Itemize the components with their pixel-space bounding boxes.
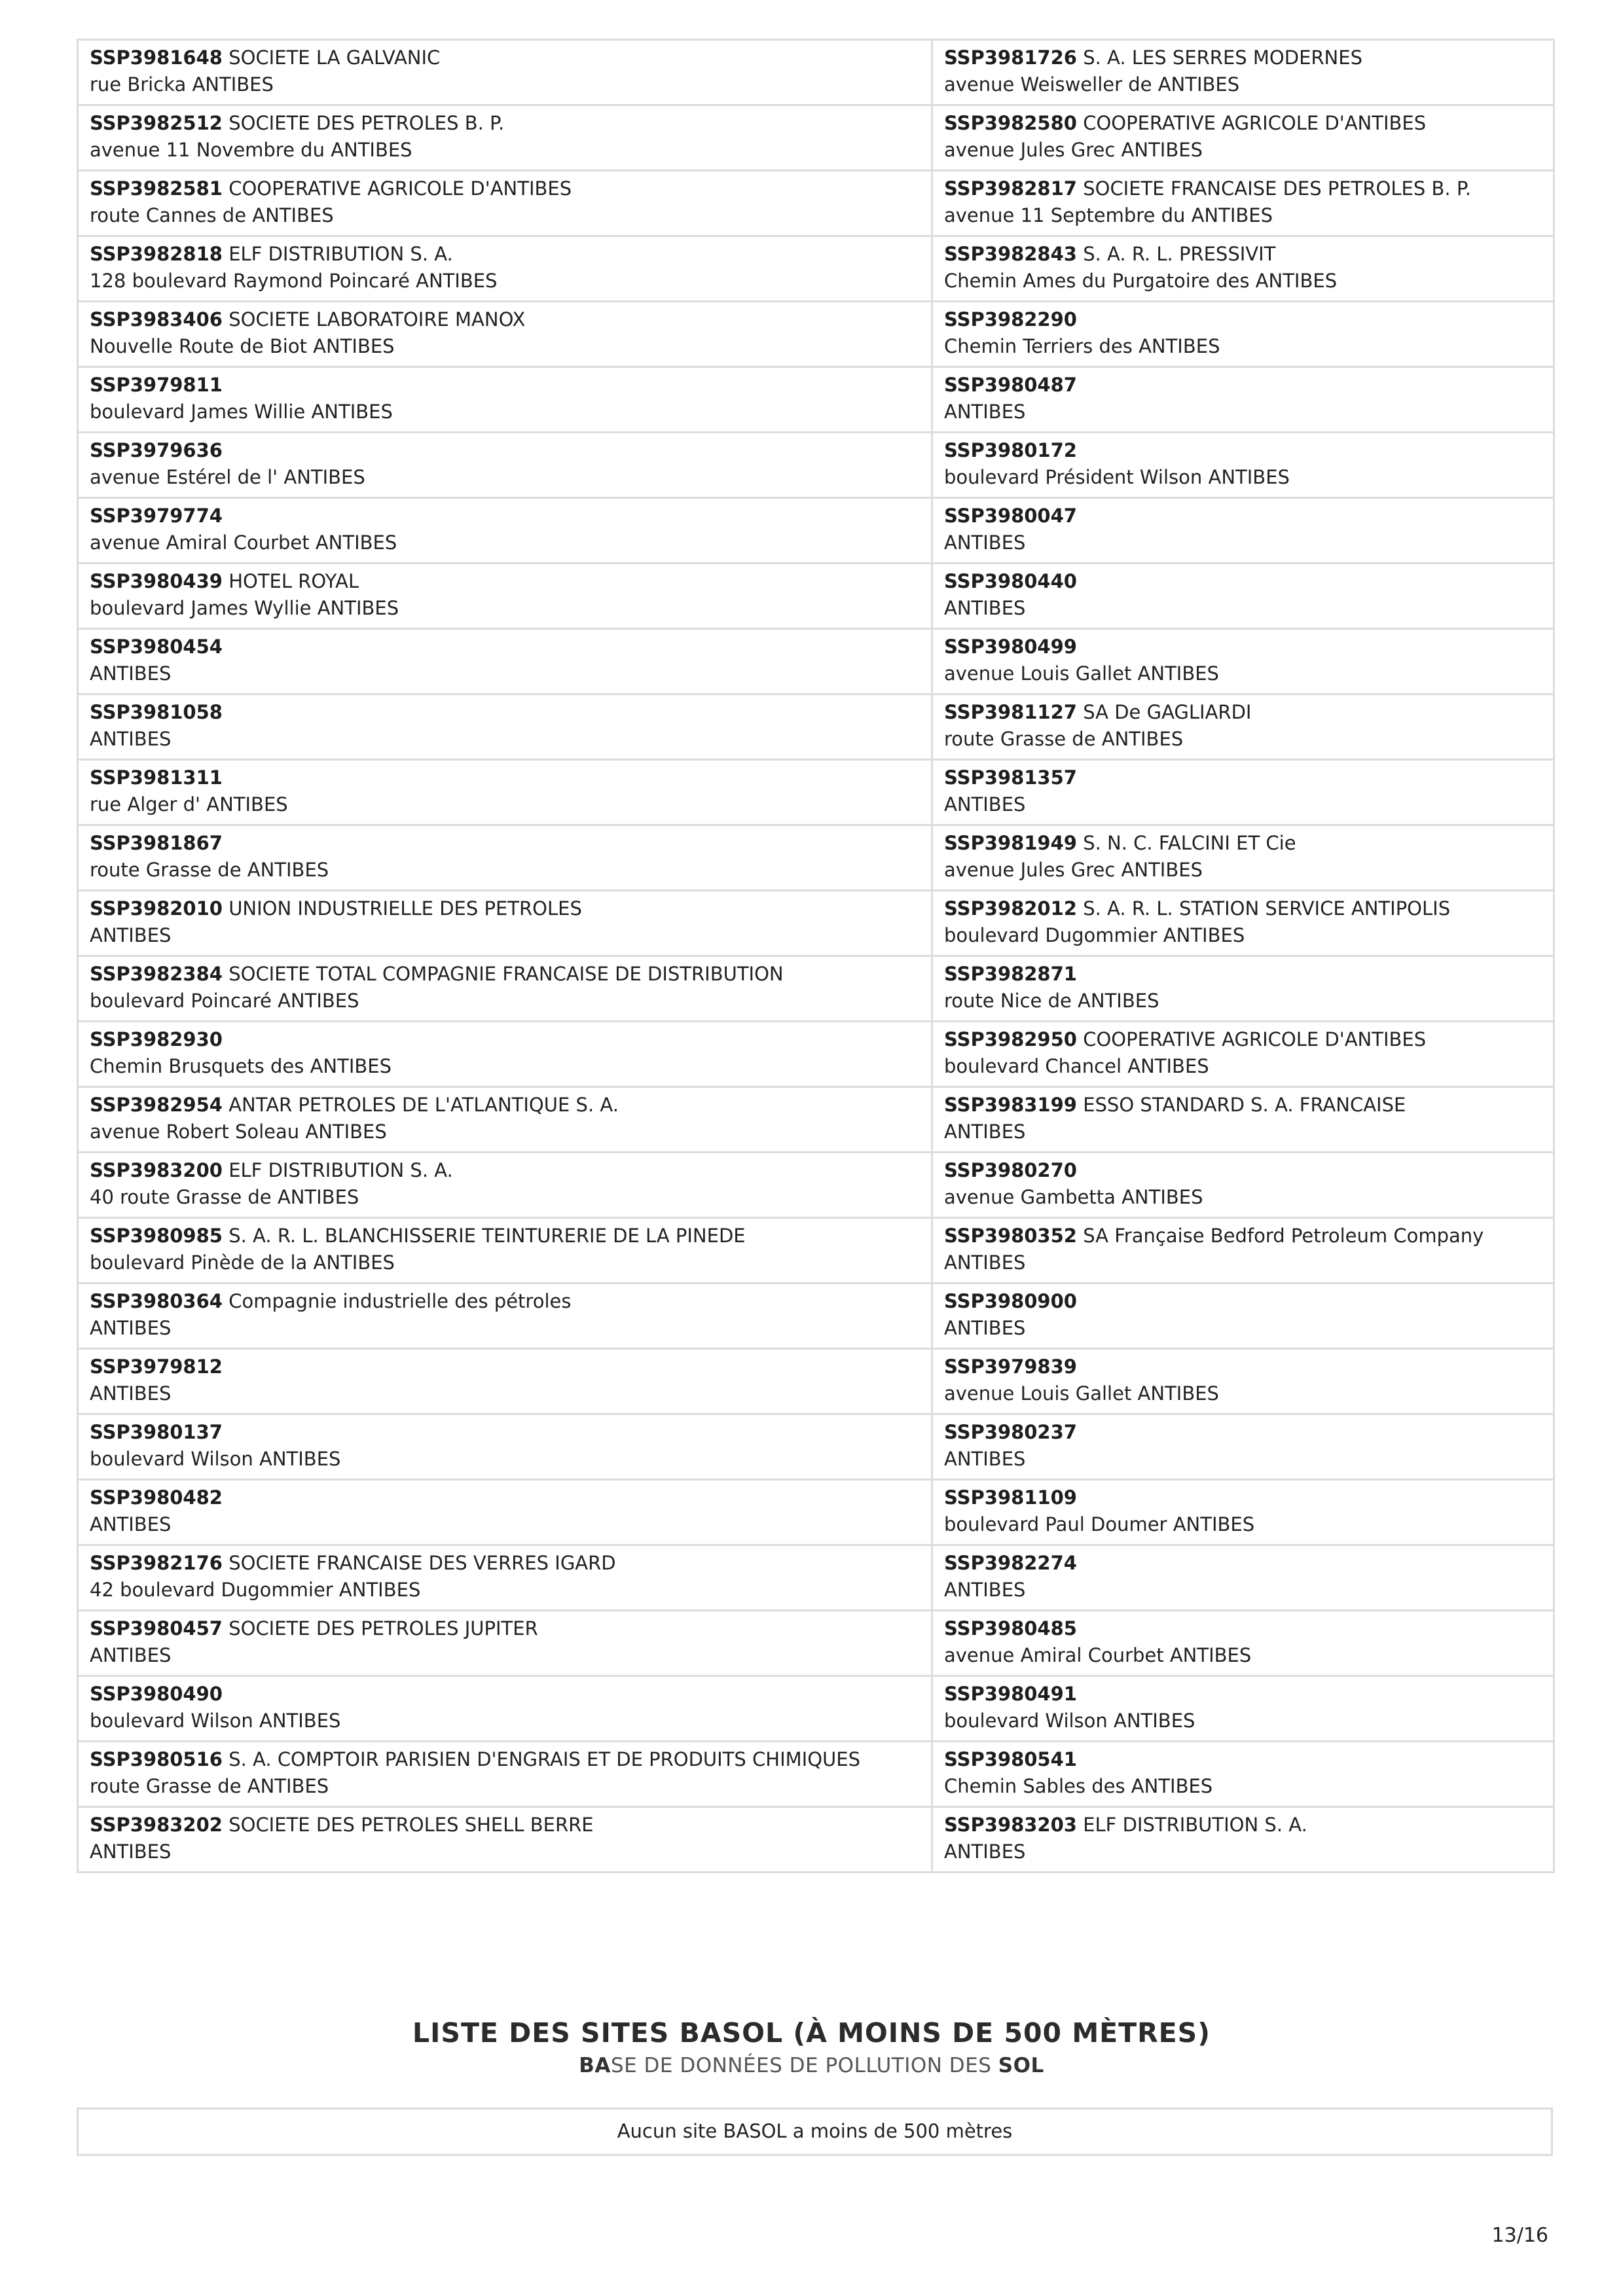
site-address: 128 boulevard Raymond Poincaré ANTIBES xyxy=(90,270,498,292)
site-cell xyxy=(932,629,1554,694)
site-code: SSP3981058 xyxy=(90,701,223,723)
site-header-line xyxy=(944,306,1542,333)
site-code: SSP3980499 xyxy=(944,636,1077,658)
site-address: route Grasse de ANTIBES xyxy=(90,859,329,881)
site-code: SSP3982010 xyxy=(90,897,223,920)
site-header-line xyxy=(944,241,1542,268)
site-header-line xyxy=(944,372,1542,399)
site-address: ANTIBES xyxy=(90,1382,172,1405)
site-cell xyxy=(932,302,1554,367)
site-cell xyxy=(78,1742,932,1807)
site-code: SSP3983203 xyxy=(944,1814,1077,1836)
table-row xyxy=(78,825,1554,891)
site-name: COOPERATIVE AGRICOLE D'ANTIBES xyxy=(1083,1028,1427,1050)
site-code: SSP3979811 xyxy=(90,374,223,396)
site-header-line xyxy=(90,110,920,137)
site-code: SSP3980237 xyxy=(944,1421,1077,1443)
site-header-line xyxy=(90,699,920,726)
site-address: ANTIBES xyxy=(90,662,172,685)
site-cell xyxy=(78,891,932,956)
site-cell xyxy=(932,1022,1554,1087)
table-row xyxy=(78,1349,1554,1414)
site-code: SSP3980172 xyxy=(944,439,1077,461)
site-header-line xyxy=(944,110,1542,137)
site-header-line xyxy=(90,1026,920,1053)
site-address: avenue Robert Soleau ANTIBES xyxy=(90,1121,387,1143)
site-code: SSP3982384 xyxy=(90,963,223,985)
subtitle-middle: SE DE DONNÉES DE POLLUTION DES xyxy=(610,2054,998,2077)
site-address: ANTIBES xyxy=(944,531,1026,554)
site-code: SSP3983199 xyxy=(944,1094,1077,1116)
site-header-line xyxy=(90,306,920,333)
site-header-line xyxy=(90,1223,920,1249)
table-row xyxy=(78,105,1554,171)
site-address: avenue Weisweller de ANTIBES xyxy=(944,73,1240,96)
site-address: ANTIBES xyxy=(944,1317,1026,1339)
site-address: avenue 11 Novembre du ANTIBES xyxy=(90,139,412,161)
site-header-line xyxy=(944,699,1542,726)
table-row xyxy=(78,1087,1554,1153)
site-cell xyxy=(78,564,932,629)
site-address: boulevard Wilson ANTIBES xyxy=(90,1710,341,1732)
site-code: SSP3981127 xyxy=(944,701,1077,723)
site-code: SSP3979636 xyxy=(90,439,223,461)
site-cell xyxy=(78,1414,932,1480)
site-header-line xyxy=(944,961,1542,988)
site-cell xyxy=(932,105,1554,171)
site-header-line xyxy=(944,634,1542,660)
site-cell xyxy=(932,1545,1554,1611)
site-name: SOCIETE FRANCAISE DES PETROLES B. P. xyxy=(1083,177,1472,200)
site-address: boulevard James Willie ANTIBES xyxy=(90,401,393,423)
site-header-line xyxy=(944,1550,1542,1577)
site-cell xyxy=(78,956,932,1022)
table-row xyxy=(78,1611,1554,1676)
site-header-line xyxy=(944,764,1542,791)
site-address: boulevard Poincaré ANTIBES xyxy=(90,990,359,1012)
site-header-line xyxy=(90,1419,920,1446)
site-name: SOCIETE LA GALVANIC xyxy=(228,46,441,69)
site-name: SOCIETE FRANCAISE DES VERRES IGARD xyxy=(228,1552,616,1574)
site-header-line xyxy=(944,1681,1542,1708)
site-header-line xyxy=(944,1092,1542,1119)
site-cell xyxy=(932,825,1554,891)
site-header-line xyxy=(944,1812,1542,1839)
table-row xyxy=(78,1283,1554,1349)
site-cell xyxy=(78,433,932,498)
site-name: ESSO STANDARD S. A. FRANCAISE xyxy=(1083,1094,1406,1116)
site-address: avenue Jules Grec ANTIBES xyxy=(944,859,1203,881)
table-row xyxy=(78,1742,1554,1807)
site-address: route Cannes de ANTIBES xyxy=(90,204,334,226)
site-header-line xyxy=(90,1615,920,1642)
site-cell xyxy=(932,1807,1554,1873)
site-code: SSP3981867 xyxy=(90,832,223,854)
site-cell xyxy=(932,236,1554,302)
site-code: SSP3981357 xyxy=(944,766,1077,789)
site-header-line xyxy=(944,175,1542,202)
site-header-line xyxy=(944,1157,1542,1184)
table-row xyxy=(78,367,1554,433)
site-cell xyxy=(78,236,932,302)
site-name: S. A. R. L. PRESSIVIT xyxy=(1083,243,1276,265)
site-name: ELF DISTRIBUTION S. A. xyxy=(228,243,453,265)
site-code: SSP3982274 xyxy=(944,1552,1077,1574)
sites-table-body xyxy=(78,40,1554,1873)
site-header-line xyxy=(90,1812,920,1839)
site-address: Chemin Brusquets des ANTIBES xyxy=(90,1055,392,1077)
site-address: boulevard Pinède de la ANTIBES xyxy=(90,1251,395,1274)
site-code: SSP3980516 xyxy=(90,1748,223,1770)
site-cell xyxy=(78,40,932,105)
site-header-line xyxy=(90,1092,920,1119)
site-address: rue Alger d' ANTIBES xyxy=(90,793,288,816)
site-address: Chemin Sables des ANTIBES xyxy=(944,1775,1213,1797)
site-name: S. A. COMPTOIR PARISIEN D'ENGRAIS ET DE PRODUITS CHIMIQUES xyxy=(228,1748,861,1770)
site-header-line xyxy=(90,1681,920,1708)
site-address: route Grasse de ANTIBES xyxy=(90,1775,329,1797)
site-address: avenue Amiral Courbet ANTIBES xyxy=(944,1644,1252,1666)
site-name: ELF DISTRIBUTION S. A. xyxy=(228,1159,453,1181)
site-name: Compagnie industrielle des pétroles xyxy=(228,1290,572,1312)
site-cell xyxy=(78,1283,932,1349)
site-code: SSP3980491 xyxy=(944,1683,1077,1705)
site-cell xyxy=(78,1153,932,1218)
site-name: UNION INDUSTRIELLE DES PETROLES xyxy=(228,897,582,920)
site-code: SSP3980541 xyxy=(944,1748,1077,1770)
site-header-line xyxy=(944,437,1542,464)
site-code: SSP3981726 xyxy=(944,46,1077,69)
site-cell xyxy=(932,367,1554,433)
site-address: ANTIBES xyxy=(90,924,172,946)
site-address: ANTIBES xyxy=(90,1644,172,1666)
site-address: avenue 11 Septembre du ANTIBES xyxy=(944,204,1273,226)
site-code: SSP3982843 xyxy=(944,243,1077,265)
site-address: avenue Jules Grec ANTIBES xyxy=(944,139,1203,161)
table-row xyxy=(78,433,1554,498)
site-cell xyxy=(932,433,1554,498)
site-code: SSP3981311 xyxy=(90,766,223,789)
site-header-line xyxy=(944,1419,1542,1446)
basol-section-subtitle xyxy=(0,2054,1623,2077)
site-code: SSP3980490 xyxy=(90,1683,223,1705)
site-code: SSP3980440 xyxy=(944,570,1077,592)
site-header-line xyxy=(944,1615,1542,1642)
site-code: SSP3980439 xyxy=(90,570,223,592)
site-address: rue Bricka ANTIBES xyxy=(90,73,274,96)
site-code: SSP3979774 xyxy=(90,505,223,527)
site-cell xyxy=(78,302,932,367)
site-code: SSP3980482 xyxy=(90,1486,223,1509)
table-row xyxy=(78,498,1554,564)
site-cell xyxy=(78,1611,932,1676)
table-row xyxy=(78,956,1554,1022)
site-cell xyxy=(932,171,1554,236)
site-header-line xyxy=(90,1746,920,1773)
subtitle-bold-sol: SOL xyxy=(998,2054,1044,2077)
site-address: boulevard Wilson ANTIBES xyxy=(90,1448,341,1470)
site-code: SSP3980457 xyxy=(90,1617,223,1640)
site-header-line xyxy=(90,1288,920,1315)
site-address: ANTIBES xyxy=(944,401,1026,423)
table-row xyxy=(78,1480,1554,1545)
site-code: SSP3980137 xyxy=(90,1421,223,1443)
site-code: SSP3980485 xyxy=(944,1617,1077,1640)
site-address: 40 route Grasse de ANTIBES xyxy=(90,1186,359,1208)
site-header-line xyxy=(90,175,920,202)
site-code: SSP3983406 xyxy=(90,308,223,331)
site-cell xyxy=(78,498,932,564)
site-code: SSP3983200 xyxy=(90,1159,223,1181)
site-cell xyxy=(78,367,932,433)
site-cell xyxy=(78,629,932,694)
site-code: SSP3979839 xyxy=(944,1355,1077,1378)
site-cell xyxy=(932,1742,1554,1807)
site-code: SSP3982290 xyxy=(944,308,1077,331)
site-cell xyxy=(932,760,1554,825)
site-address: ANTIBES xyxy=(944,597,1026,619)
sites-table xyxy=(77,39,1555,1873)
site-header-line xyxy=(90,830,920,857)
site-header-line xyxy=(944,830,1542,857)
site-cell xyxy=(932,1414,1554,1480)
site-cell xyxy=(932,1153,1554,1218)
site-address: boulevard James Wyllie ANTIBES xyxy=(90,597,399,619)
subtitle-bold-ba: BA xyxy=(579,2054,611,2077)
site-name: S. N. C. FALCINI ET Cie xyxy=(1083,832,1296,854)
site-address: avenue Louis Gallet ANTIBES xyxy=(944,1382,1219,1405)
site-header-line xyxy=(90,1157,920,1184)
site-address: ANTIBES xyxy=(944,1448,1026,1470)
site-code: SSP3982176 xyxy=(90,1552,223,1574)
site-address: 42 boulevard Dugommier ANTIBES xyxy=(90,1579,421,1601)
site-cell xyxy=(78,1480,932,1545)
site-cell xyxy=(932,1218,1554,1283)
site-cell xyxy=(78,1087,932,1153)
site-cell xyxy=(78,1349,932,1414)
site-address: boulevard Dugommier ANTIBES xyxy=(944,924,1245,946)
site-code: SSP3980487 xyxy=(944,374,1077,396)
site-cell xyxy=(932,1611,1554,1676)
site-code: SSP3982581 xyxy=(90,177,223,200)
site-cell xyxy=(932,1480,1554,1545)
site-address: boulevard Wilson ANTIBES xyxy=(944,1710,1195,1732)
site-header-line xyxy=(90,634,920,660)
site-code: SSP3982871 xyxy=(944,963,1077,985)
site-name: SA De GAGLIARDI xyxy=(1083,701,1252,723)
site-address: avenue Gambetta ANTIBES xyxy=(944,1186,1203,1208)
site-header-line xyxy=(90,1484,920,1511)
table-row xyxy=(78,1676,1554,1742)
site-name: SOCIETE DES PETROLES SHELL BERRE xyxy=(228,1814,594,1836)
table-row xyxy=(78,1545,1554,1611)
site-address: ANTIBES xyxy=(90,1317,172,1339)
site-name: SOCIETE DES PETROLES B. P. xyxy=(228,112,505,134)
site-code: SSP3982818 xyxy=(90,243,223,265)
site-cell xyxy=(78,1807,932,1873)
site-cell xyxy=(78,105,932,171)
site-name: COOPERATIVE AGRICOLE D'ANTIBES xyxy=(228,177,572,200)
site-name: S. A. R. L. BLANCHISSERIE TEINTURERIE DE LA PINEDE xyxy=(228,1225,746,1247)
site-address: avenue Amiral Courbet ANTIBES xyxy=(90,531,397,554)
site-header-line xyxy=(944,1288,1542,1315)
site-name: SA Française Bedford Petroleum Company xyxy=(1083,1225,1484,1247)
table-row xyxy=(78,236,1554,302)
site-cell xyxy=(932,956,1554,1022)
table-row xyxy=(78,302,1554,367)
site-header-line xyxy=(90,503,920,529)
site-code: SSP3980270 xyxy=(944,1159,1077,1181)
site-cell xyxy=(78,760,932,825)
site-cell xyxy=(78,825,932,891)
site-header-line xyxy=(944,1223,1542,1249)
site-code: SSP3982817 xyxy=(944,177,1077,200)
site-header-line xyxy=(944,1354,1542,1380)
site-code: SSP3982950 xyxy=(944,1028,1077,1050)
site-address: Chemin Terriers des ANTIBES xyxy=(944,335,1220,357)
table-row xyxy=(78,629,1554,694)
site-address: ANTIBES xyxy=(90,1840,172,1863)
site-code: SSP3982580 xyxy=(944,112,1077,134)
site-code: SSP3982954 xyxy=(90,1094,223,1116)
site-header-line xyxy=(90,961,920,988)
site-address: avenue Louis Gallet ANTIBES xyxy=(944,662,1219,685)
table-row xyxy=(78,1218,1554,1283)
site-header-line xyxy=(90,241,920,268)
site-cell xyxy=(78,694,932,760)
table-row xyxy=(78,1153,1554,1218)
site-address: ANTIBES xyxy=(90,1513,172,1535)
site-address: ANTIBES xyxy=(944,793,1026,816)
table-row xyxy=(78,760,1554,825)
site-header-line xyxy=(944,45,1542,71)
site-address: route Grasse de ANTIBES xyxy=(944,728,1184,750)
site-header-line xyxy=(944,1484,1542,1511)
site-address: Chemin Ames du Purgatoire des ANTIBES xyxy=(944,270,1338,292)
site-header-line xyxy=(90,372,920,399)
site-cell xyxy=(932,694,1554,760)
site-header-line xyxy=(944,1746,1542,1773)
site-cell xyxy=(932,40,1554,105)
site-code: SSP3980364 xyxy=(90,1290,223,1312)
site-address: boulevard Paul Doumer ANTIBES xyxy=(944,1513,1255,1535)
site-address: ANTIBES xyxy=(944,1840,1026,1863)
site-code: SSP3983202 xyxy=(90,1814,223,1836)
site-cell xyxy=(932,1283,1554,1349)
page-number: 13/16 xyxy=(1491,2224,1548,2247)
site-code: SSP3979812 xyxy=(90,1355,223,1378)
table-row xyxy=(78,171,1554,236)
site-header-line xyxy=(90,568,920,595)
site-code: SSP3980352 xyxy=(944,1225,1077,1247)
site-name: ANTAR PETROLES DE L'ATLANTIQUE S. A. xyxy=(228,1094,619,1116)
site-name: ELF DISTRIBUTION S. A. xyxy=(1083,1814,1307,1836)
site-address: boulevard Chancel ANTIBES xyxy=(944,1055,1209,1077)
site-header-line xyxy=(90,895,920,922)
site-header-line xyxy=(90,764,920,791)
site-name: SOCIETE LABORATOIRE MANOX xyxy=(228,308,526,331)
site-address: ANTIBES xyxy=(944,1251,1026,1274)
table-row xyxy=(78,1022,1554,1087)
site-header-line xyxy=(90,45,920,71)
site-code: SSP3981109 xyxy=(944,1486,1077,1509)
site-address: ANTIBES xyxy=(944,1121,1026,1143)
site-code: SSP3980985 xyxy=(90,1225,223,1247)
site-header-line xyxy=(90,437,920,464)
site-code: SSP3982930 xyxy=(90,1028,223,1050)
site-header-line xyxy=(944,1026,1542,1053)
site-code: SSP3982512 xyxy=(90,112,223,134)
site-address: ANTIBES xyxy=(944,1579,1026,1601)
table-row xyxy=(78,891,1554,956)
site-address: Nouvelle Route de Biot ANTIBES xyxy=(90,335,395,357)
site-cell xyxy=(78,1022,932,1087)
site-code: SSP3980047 xyxy=(944,505,1077,527)
table-row xyxy=(78,1414,1554,1480)
site-code: SSP3981648 xyxy=(90,46,223,69)
site-code: SSP3980900 xyxy=(944,1290,1077,1312)
basol-section-title: LISTE DES SITES BASOL (À MOINS DE 500 MÈTRES) xyxy=(412,2017,1211,2049)
site-cell xyxy=(78,1676,932,1742)
basol-empty-notice: Aucun site BASOL a moins de 500 mètres xyxy=(77,2108,1553,2156)
site-address: boulevard Président Wilson ANTIBES xyxy=(944,466,1290,488)
site-name: S. A. LES SERRES MODERNES xyxy=(1083,46,1362,69)
site-code: SSP3980454 xyxy=(90,636,223,658)
site-header-line xyxy=(944,895,1542,922)
site-name: SOCIETE DES PETROLES JUPITER xyxy=(228,1617,538,1640)
site-header-line xyxy=(90,1550,920,1577)
site-name: S. A. R. L. STATION SERVICE ANTIPOLIS xyxy=(1083,897,1451,920)
site-cell xyxy=(78,171,932,236)
site-cell xyxy=(78,1218,932,1283)
site-cell xyxy=(932,498,1554,564)
site-code: SSP3981949 xyxy=(944,832,1077,854)
table-row xyxy=(78,564,1554,629)
site-header-line xyxy=(944,503,1542,529)
site-header-line xyxy=(944,568,1542,595)
site-code: SSP3982012 xyxy=(944,897,1077,920)
site-cell xyxy=(932,1676,1554,1742)
site-name: HOTEL ROYAL xyxy=(228,570,359,592)
table-row xyxy=(78,40,1554,105)
site-address: avenue Estérel de l' ANTIBES xyxy=(90,466,365,488)
table-row xyxy=(78,694,1554,760)
site-cell xyxy=(78,1545,932,1611)
site-cell xyxy=(932,1349,1554,1414)
site-name: COOPERATIVE AGRICOLE D'ANTIBES xyxy=(1083,112,1427,134)
site-cell xyxy=(932,564,1554,629)
site-address: ANTIBES xyxy=(90,728,172,750)
site-cell xyxy=(932,1087,1554,1153)
site-header-line xyxy=(90,1354,920,1380)
site-name: SOCIETE TOTAL COMPAGNIE FRANCAISE DE DISTRIBUTION xyxy=(228,963,784,985)
site-cell xyxy=(932,891,1554,956)
site-address: route Nice de ANTIBES xyxy=(944,990,1159,1012)
table-row xyxy=(78,1807,1554,1873)
